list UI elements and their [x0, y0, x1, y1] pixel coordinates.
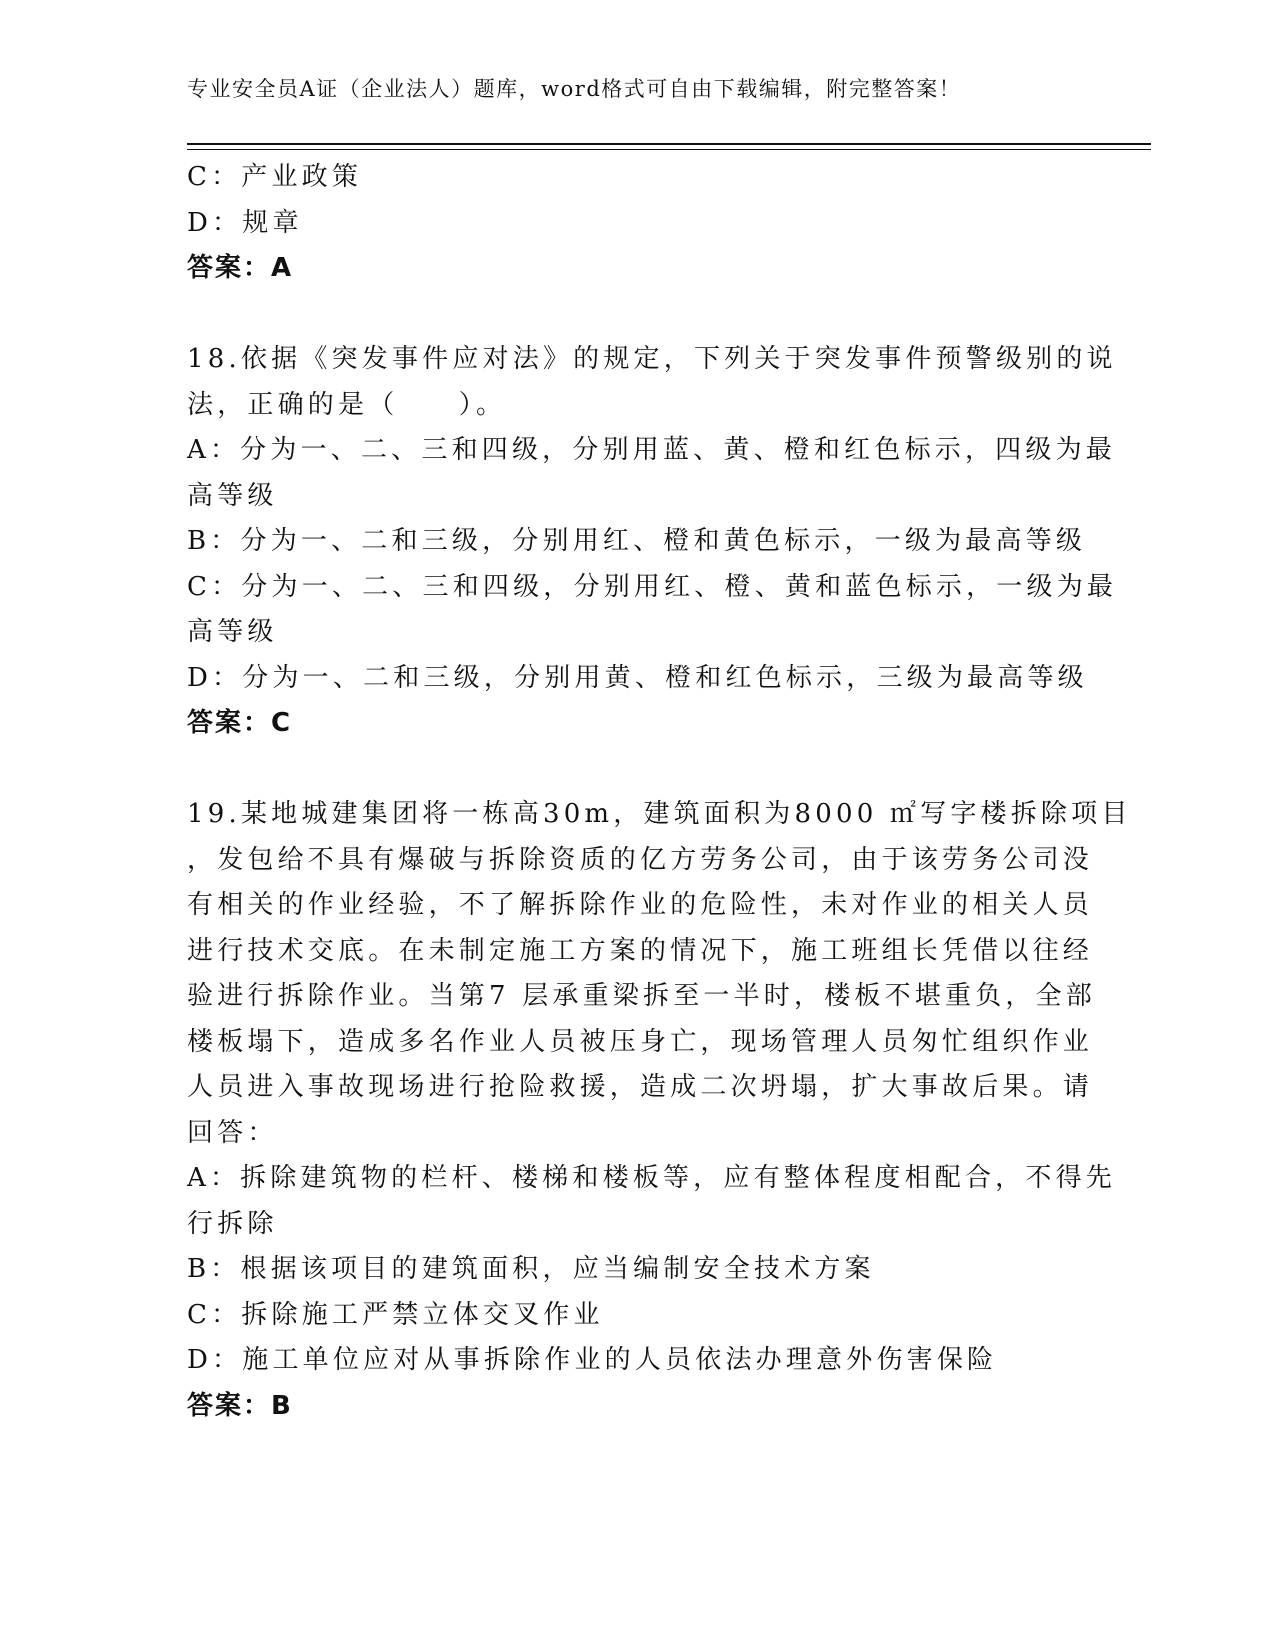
option-d: D：分为一、二和三级，分别用黄、橙和红色标示，三级为最高等级 [187, 662, 1088, 693]
question-stem-line: 18.依据《突发事件应对法》的规定，下列关于突发事件预警级别的说 [187, 344, 1117, 374]
option-a: A：分为一、二、三和四级，分别用蓝、黄、橙和红色标示，四级为最 [187, 435, 1116, 465]
document-body [187, 155, 1132, 1429]
question-18 [187, 337, 1118, 747]
question-stem-line: 楼板塌下，造成多名作业人员被压身亡，现场管理人员匆忙组织作业 [187, 1026, 1094, 1057]
option-c: C：分为一、二、三和四级，分别用红、橙、黄和蓝色标示，一级为最 [187, 571, 1118, 602]
option-d: D：施工单位应对从事拆除作业的人员依法办理意外伤害保险 [187, 1345, 998, 1375]
spacer [187, 292, 1087, 338]
option-c: C：拆除施工严禁立体交叉作业 [187, 1299, 604, 1330]
previous-question-tail [187, 155, 1087, 292]
question-stem-line: ，发包给不具有爆破与拆除资质的亿方劳务公司，由于该劳务公司没 [187, 844, 1094, 875]
question-stem-line: 有相关的作业经验，不了解拆除作业的危险性，未对作业的相关人员 [187, 890, 1094, 920]
option-d: D：规章 [187, 207, 303, 238]
question-stem-line: 人员进入事故现场进行抢险救援，造成二次坍塌，扩大事故后果。请 [187, 1072, 1094, 1102]
option-b: B：分为一、二和三级，分别用红、橙和黄色标示，一级为最高等级 [187, 526, 1087, 556]
option-a-continued: 行拆除 [187, 1208, 278, 1239]
question-stem-line: 法，正确的是（ ）。 [187, 389, 507, 420]
page-header: 专业安全员A证（企业法人）题库，word格式可自由下载编辑，附完整答案！ [187, 77, 962, 101]
question-stem-line: 回答： [187, 1117, 278, 1148]
option-b: B：根据该项目的建筑面积，应当编制安全技术方案 [187, 1254, 875, 1284]
answer-line: 答案：C [187, 708, 293, 738]
question-stem-line: 进行技术交底。在未制定施工方案的情况下，施工班组长凭借以往经 [187, 935, 1094, 966]
question-19 [187, 792, 1132, 1429]
option-a-continued: 高等级 [187, 480, 278, 511]
option-c-continued: 高等级 [187, 617, 278, 647]
spacer [187, 747, 1087, 793]
answer-line: 答案：A [187, 253, 294, 283]
option-a: A：拆除建筑物的栏杆、楼梯和楼板等，应有整体程度相配合，不得先 [187, 1163, 1116, 1193]
answer-line: 答案：B [187, 1390, 293, 1421]
option-c: C：产业政策 [187, 162, 363, 192]
question-stem-line: 验进行拆除作业。当第7 层承重梁拆至一半时，楼板不堪重负，全部 [187, 981, 1097, 1011]
header-divider [187, 143, 1151, 150]
question-stem-line: 19.某地城建集团将一栋高30m，建筑面积为8000 ㎡写字楼拆除项目 [187, 799, 1132, 829]
